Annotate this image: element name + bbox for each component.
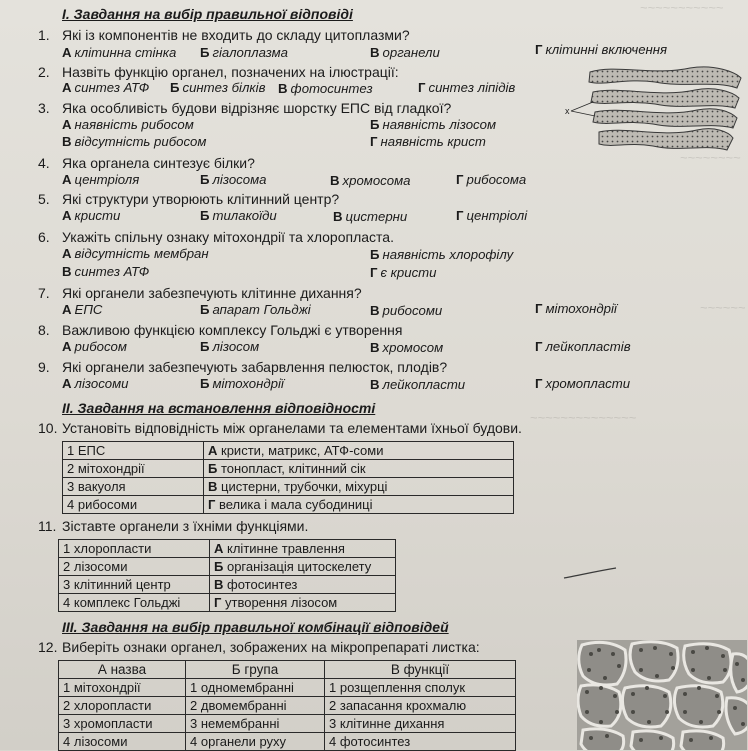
answer-option: Г мітохондрії — [535, 301, 617, 316]
answer-option: В органели — [370, 45, 440, 60]
answer-option: А центріоля — [62, 172, 140, 187]
answer-option: В хромосом — [370, 340, 444, 355]
answer-option: В хромосома — [330, 173, 411, 188]
question-text: Назвіть функцію органел, позначених на ілюстрації: — [62, 64, 399, 80]
question-text: Яка особливість будови відрізняє шорстку ЕПС від гладкої? — [62, 100, 452, 116]
combination-table-q12 — [58, 660, 516, 751]
answer-option: Г рибосома — [456, 172, 527, 187]
answer-option: В цистерни — [333, 209, 408, 224]
answer-option: А клітинна стінка — [62, 45, 177, 60]
question-number: 8. — [38, 322, 50, 338]
section-2-title: II. Завдання на встановлення відповідності — [62, 400, 376, 416]
answer-option: В рибосоми — [370, 303, 443, 318]
question-number: 12. — [38, 639, 58, 655]
question-number: 1. — [38, 27, 50, 43]
er-illustration — [565, 64, 743, 164]
bleed-through-text: ~~~~~~~~~~~~~~ — [530, 410, 637, 425]
table-row: 3 вакуоля В цистерни, трубочки, міхурці — [63, 478, 514, 496]
table-row: 3 хромопласти 3 немембранні 3 клітинне дихання — [59, 715, 516, 733]
table-row: 2 мітохондрії Б тонопласт, клітинний сік — [63, 460, 514, 478]
answer-option: Б наявність хлорофілу — [370, 247, 514, 262]
answer-option: А лізосоми — [62, 376, 129, 391]
question-text: Які структури утворюють клітинний центр? — [62, 191, 340, 207]
answer-option: Г лейкопластів — [535, 339, 631, 354]
answer-option: Г наявність крист — [370, 134, 486, 149]
question-text: Які органели забезпечують клітинне дихання? — [62, 285, 362, 301]
table-row: 4 рибосоми Г велика і мала субодиниці — [63, 496, 514, 514]
matching-table-q10 — [62, 441, 514, 514]
answer-option: В відсутність рибосом — [62, 134, 207, 149]
section-1-title: I. Завдання на вибір правильної відповіді — [62, 6, 353, 22]
question-text: Які органели забезпечують забарвлення пелюсток, плодів? — [62, 359, 448, 375]
question-number: 9. — [38, 359, 50, 375]
question-number: 7. — [38, 285, 50, 301]
bleed-through-text: ~~~~~~ — [700, 300, 746, 315]
answer-option: Б лізосом — [200, 339, 260, 354]
table-row: 1 мітохондрії 1 одномембранні 1 розщеплення сполук — [59, 679, 516, 697]
answer-option: А відсутність мембран — [62, 246, 209, 261]
answer-option: Б гіалоплазма — [200, 45, 288, 60]
question-number: 4. — [38, 155, 50, 171]
answer-option: Б наявність лізосом — [370, 117, 497, 132]
table-row: 2 хлоропласти 2 двомембранні 2 запасання крохмалю — [59, 697, 516, 715]
table-row: 1 хлоропласти А клітинне травлення — [59, 540, 396, 558]
table-row: 3 клітинний центр В фотосинтез — [59, 576, 396, 594]
table-row: 2 лізосоми Б організація цитоскелету — [59, 558, 396, 576]
question-text: Важливою функцією комплексу Гольджі є утворення — [62, 322, 403, 338]
answer-option: Б тилакоїди — [200, 208, 277, 223]
bleed-through-text: ~~~~~~~~~~~ — [640, 0, 724, 15]
question-number: 11. — [38, 518, 57, 534]
illustration-label: x — [565, 106, 570, 116]
question-number: 6. — [38, 229, 50, 245]
question-text: Укажіть спільну ознаку мітохондрії та хлоропласта. — [62, 229, 394, 245]
answer-option: Б лізосома — [200, 172, 267, 187]
question-number: 5. — [38, 191, 50, 207]
answer-option: Г центріолі — [456, 208, 528, 223]
answer-option: Г синтез ліпідів — [418, 80, 516, 95]
answer-option: Б синтез білків — [170, 80, 266, 95]
question-number: 3. — [38, 100, 50, 116]
table-header-row: А назва Б група В функції — [59, 661, 516, 679]
matching-table-q11 — [58, 539, 396, 612]
answer-option: Г хромопласти — [535, 376, 631, 391]
bleed-through-text: ~~~~~~~~ — [680, 150, 741, 165]
table-row: 1 ЕПС А кристи, матрикс, АТФ-соми — [63, 442, 514, 460]
answer-option: А кристи — [62, 208, 121, 223]
answer-option: А наявність рибосом — [62, 117, 194, 132]
answer-option: А ЕПС — [62, 302, 103, 317]
question-number: 10. — [38, 420, 58, 436]
question-text: Установіть відповідність між органелами та елементами їхньої будови. — [62, 420, 522, 436]
question-text: Які із компонентів не входить до складу цитоплазми? — [62, 27, 410, 43]
question-number: 2. — [38, 64, 50, 80]
answer-option: Б апарат Гольджі — [200, 302, 311, 317]
answer-option: А рибосом — [62, 339, 127, 354]
section-3-title: III. Завдання на вибір правильної комбінації відповідей — [62, 619, 449, 635]
table-row: 4 комплекс Гольджі Г утворення лізосом — [59, 594, 396, 612]
answer-option: В фотосинтез — [278, 81, 373, 96]
pencil-mark — [562, 566, 618, 580]
question-text: Яка органела синтезує білки? — [62, 155, 255, 171]
answer-option: А синтез АТФ — [62, 80, 150, 95]
answer-option: Г є кристи — [370, 265, 437, 280]
answer-option: Б мітохондрії — [200, 376, 284, 391]
answer-option: В синтез АТФ — [62, 264, 150, 279]
answer-option: В лейкопласти — [370, 377, 466, 392]
answer-option: Г клітинні включення — [535, 42, 668, 57]
leaf-micrograph — [577, 640, 747, 750]
question-text: Виберіть ознаки органел, зображених на мікропрепараті листка: — [62, 639, 480, 655]
question-text: Зіставте органели з їхніми функціями. — [62, 518, 309, 534]
table-row: 4 лізосоми 4 органели руху 4 фотосинтез — [59, 733, 516, 751]
